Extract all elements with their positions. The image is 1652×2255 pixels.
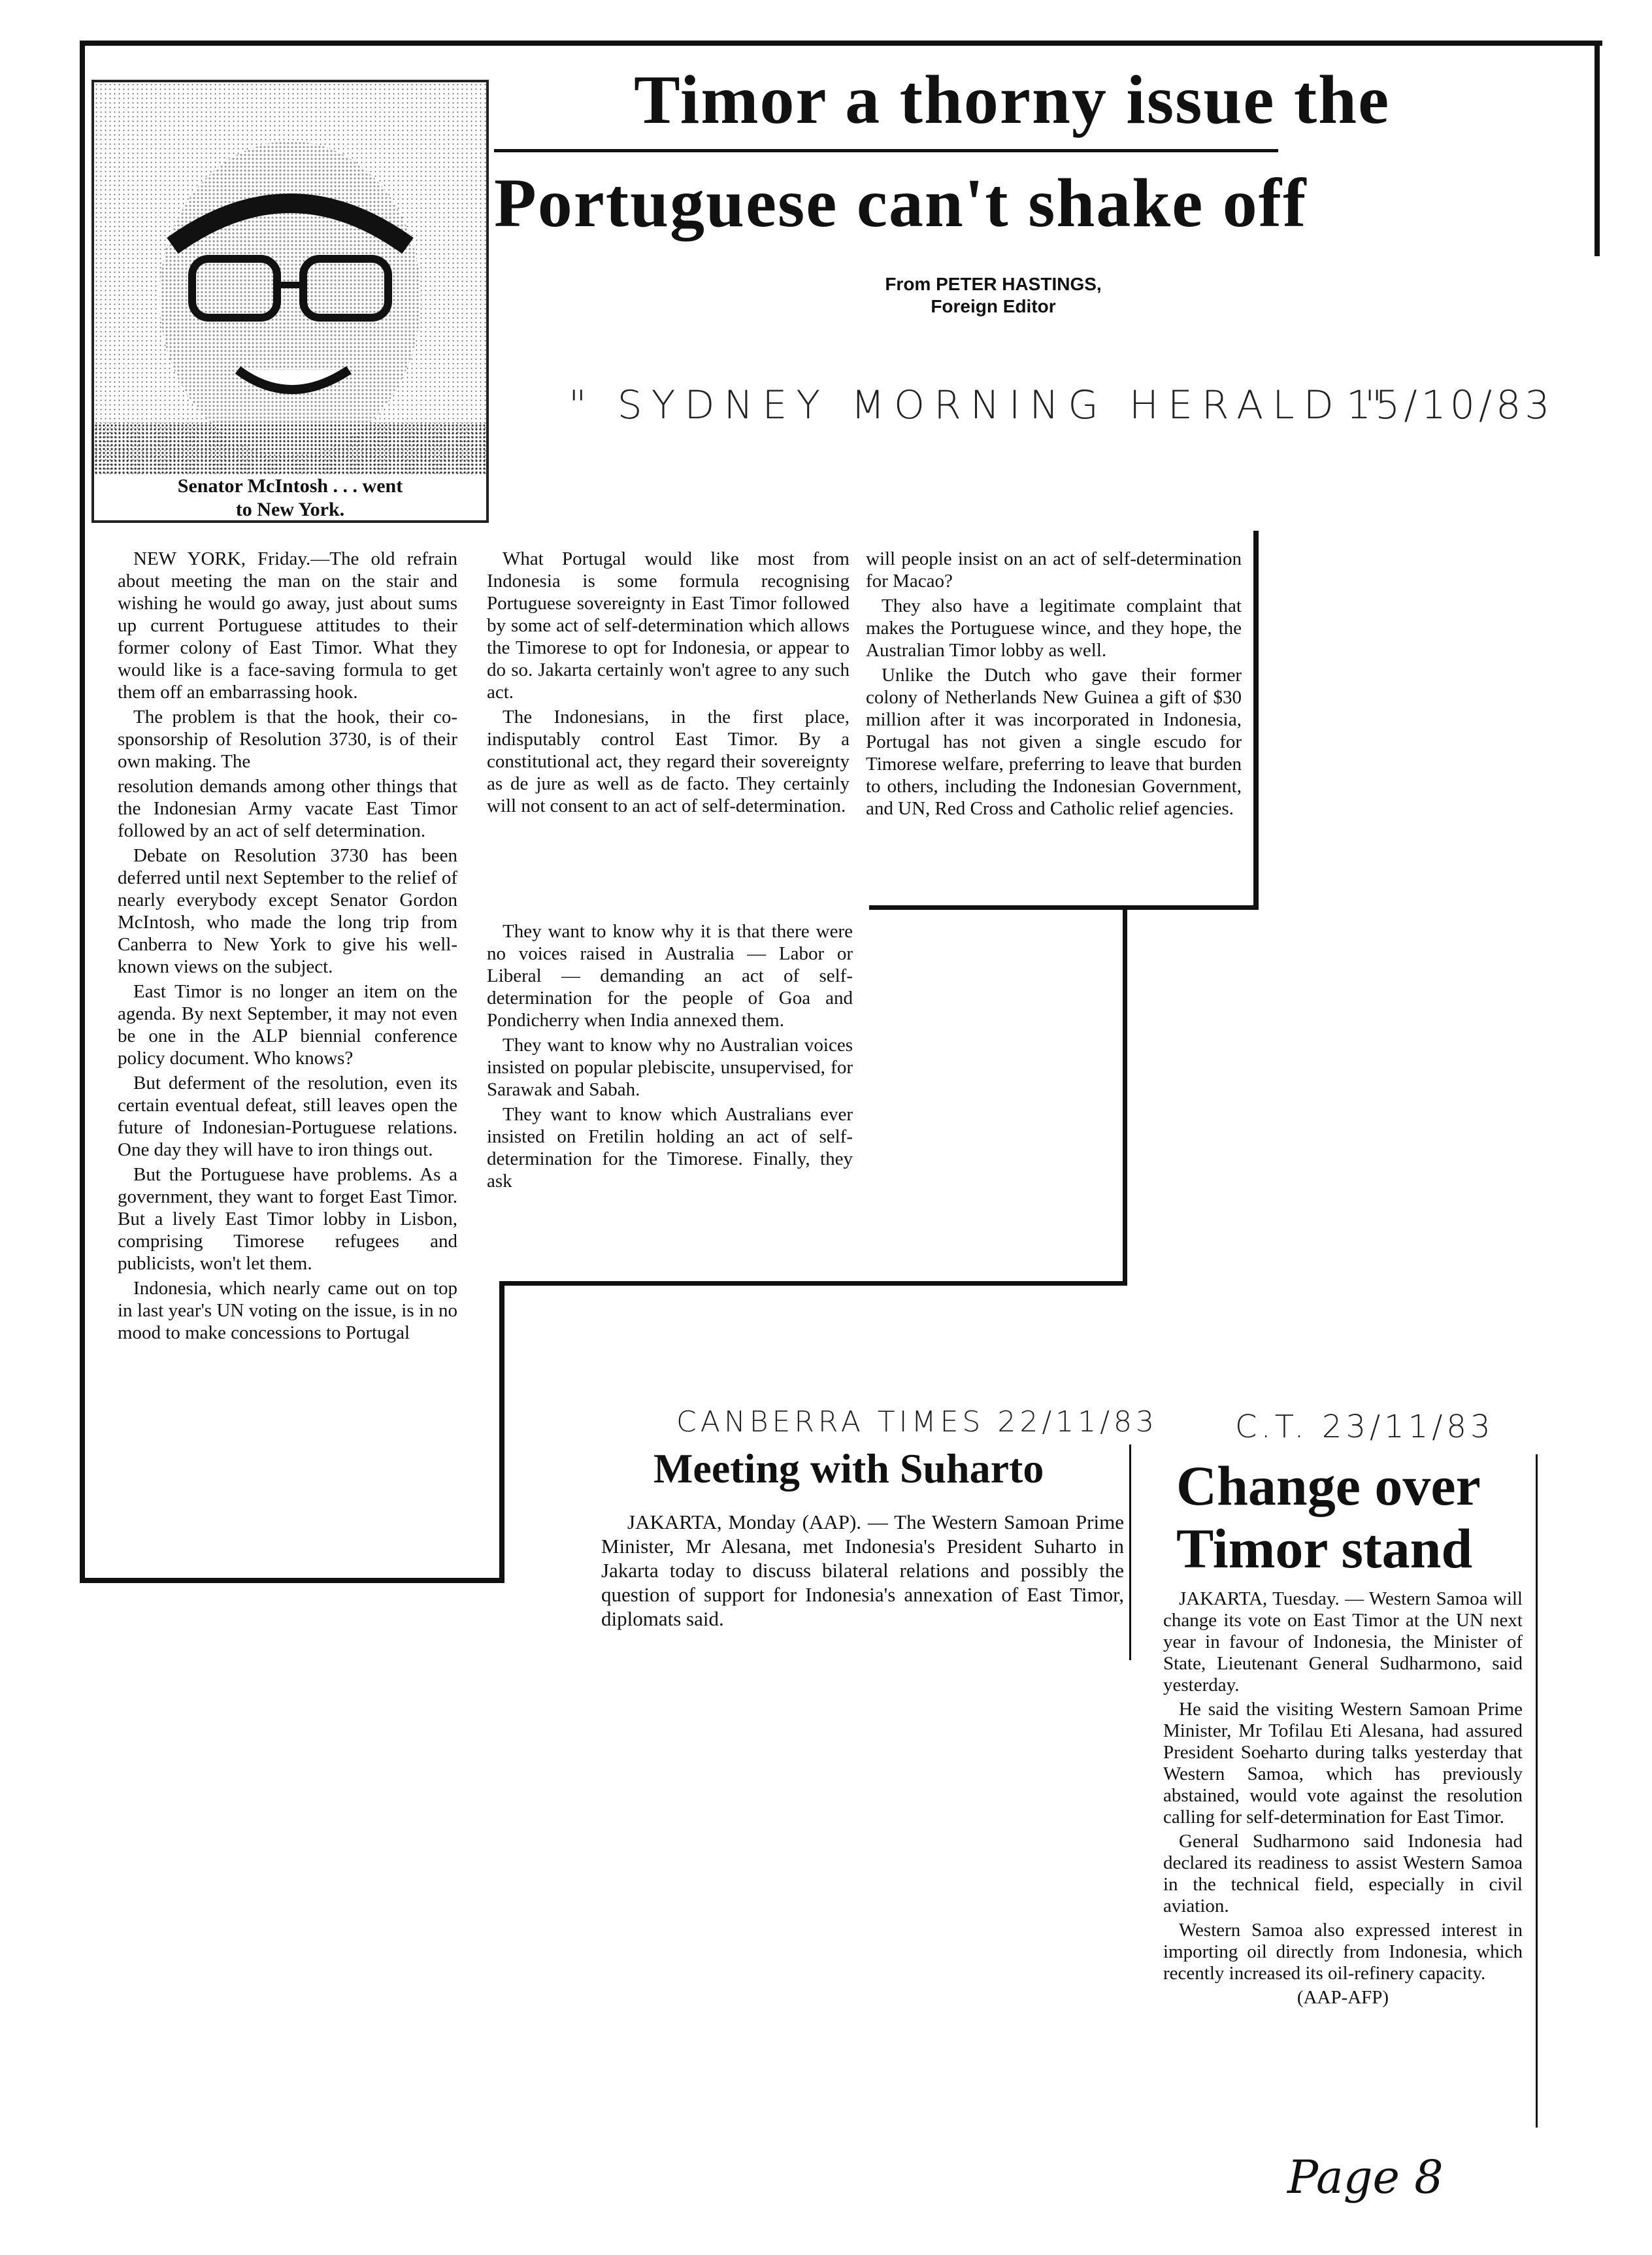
paragraph: They want to know why it is that there were no voices raised in Australia — Labor or Liberal — demanding an act of self-determination for the people of Goa and Pondicherry when India annexed them. [487,921,853,1031]
paragraph: They want to know which Australians ever insisted on Fretilin holding an act of self-determination for the Timorese. Finally, they ask [487,1104,853,1192]
paragraph: But deferment of the resolution, even its certain eventual defeat, still leaves open the future of Indonesian-Portuguese relations. One day they will have to iron things out. [118,1073,457,1160]
clipping-edge [1129,1445,1131,1660]
frame-col3-right [1253,531,1259,910]
article-body [1163,1588,1523,2011]
clipping-edge [1536,1454,1538,2128]
paragraph: will people insist on an act of self-determination for Macao? [866,548,1242,592]
paragraph: What Portugal would like most from Indonesia is some formula recognising Portuguese sovereignty in East Timor followed by some act of self-determination which allows the Timorese to opt for Indonesia, or appear to do so. Jakarta certainly won't agree to any such act. [487,548,850,703]
headline: Change over Timor stand [1176,1454,1481,1580]
article-body: JAKARTA, Monday (AAP). — The Western Samoan Prime Minister, Mr Alesana, met Indonesia's President Suharto in Jakarta today to discuss bilateral relations and possibly the question of support for Indonesia's annexation of East Timor, diplomats said. [601,1511,1124,1630]
paragraph: NEW YORK, Friday.—The old refrain about meeting the man on the stair and wishing he would go away, just about sums up current Portuguese attitudes to their former colony of East Timor. What they would like is a face-saving formula to get them off an embarrassing hook. [118,548,457,703]
source-handwritten: CANBERRA TIMES 22/11/83 [676,1405,1158,1439]
senator-photo [91,80,489,523]
article-column-2 [487,548,850,820]
paragraph: Western Samoa also expressed interest in importing oil directly from Indonesia, which recently increased its oil-refinery capacity. [1163,1920,1523,1984]
paragraph: Unlike the Dutch who gave their former colony of Netherlands New Guinea a gift of $30 million after it was incorporated in Indonesia, Portugal has not given a single escudo for Timorese welfare, preferring to leave that burden to others, including the Indonesian Government, and UN, Red Cross and Catholic relief agencies. [866,665,1242,819]
photo-caption: Senator McIntosh . . . went to New York. [177,475,403,520]
page-number-handwritten: Page 8 [1287,2150,1444,2204]
source-handwritten: C.T. 23/11/83 [1235,1409,1495,1445]
paragraph: General Sudharmono said Indonesia had declared its readiness to assist Western Samoa in the technical field, especially in civil aviation. [1163,1831,1523,1916]
frame-col3-bottom [869,905,1259,910]
paragraph: They also have a legitimate complaint that makes the Portuguese wince, and they hope, the Australian Timor lobby as well. [866,595,1242,661]
frame-bottom-rule [80,1578,504,1583]
article-column-1 [118,548,457,1346]
headline: Meeting with Suharto [653,1445,1044,1492]
paragraph: resolution demands among other things that the Indonesian Army vacate East Timor followed by an act of self determination. [118,776,457,841]
paragraph: But the Portuguese have problems. As a government, they want to forget East Timor. But a lively East Timor lobby in Lisbon, comprising Timorese refugees and publicists, won't let them. [118,1164,457,1274]
frame-top-rule [80,41,1602,46]
credit: (AAP-AFP) [1297,1987,1389,2008]
paragraph: He said the visiting Western Samoan Prime Minister, Mr Tofilau Eti Alesana, had assured President Soeharto during talks yesterday that Western Samoa, which has previously abstained, would vote against the resolution calling for self-determination for East Timor. [1163,1699,1523,1828]
frame-step-rule [499,1281,1127,1286]
paragraph: The Indonesians, in the first place, indisputably control East Timor. By a constitutional act, they regard their sovereignty as de jure as well as de facto. They certainly will not consent to an act of self-determination. [487,707,850,816]
frame-mid-right-rule [499,1281,504,1582]
frame-col2b-right [1123,905,1127,1286]
byline: From PETER HASTINGS, Foreign Editor [885,274,1102,316]
article-column-2-lower [487,920,853,1195]
date-handwritten: 15/10/83 [1346,382,1554,428]
frame-left-rule [80,41,85,1583]
headline-line-2: Portuguese can't shake off [494,165,1308,241]
headline-rule [494,149,1278,152]
paragraph: Debate on Resolution 3730 has been deferred until next September to the relief of nearly everybody except Senator Gordon McIntosh, who made the long trip from Canberra to New York to give his well-known views on the subject. [118,845,457,977]
source-handwritten: " SYDNEY MORNING HERALD " [569,382,1392,428]
paragraph: The problem is that the hook, their co-sponsorship of Resolution 3730, is of their own making. The [118,707,457,772]
headline-line-1: Timor a thorny issue the [634,61,1391,138]
portrait-illustration [94,82,486,475]
article-column-3 [866,548,1242,822]
paragraph: East Timor is no longer an item on the agenda. By next September, it may not even be one in the ALP biennial conference policy document. Who knows? [118,981,457,1069]
paragraph: JAKARTA, Tuesday. — Western Samoa will change its vote on East Timor at the UN next year in favour of Indonesia, the Minister of State, Lieutenant General Sudharmono, said yesterday. [1163,1588,1523,1695]
paragraph: They want to know why no Australian voices insisted on popular plebiscite, unsupervised, for Sarawak and Sabah. [487,1035,853,1100]
paragraph: Indonesia, which nearly came out on top in last year's UN voting on the issue, is in no mood to make concessions to Portugal [118,1278,457,1343]
